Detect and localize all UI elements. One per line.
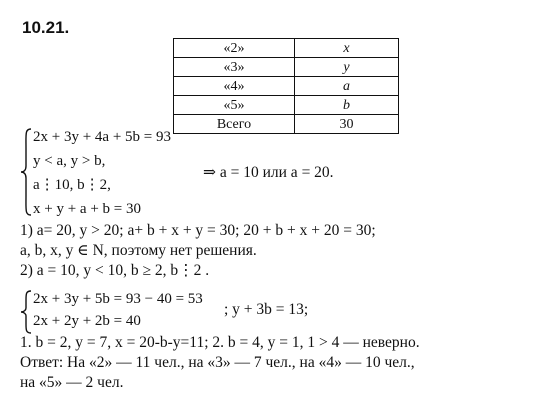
count-cell: 30 — [295, 115, 399, 134]
case1-line-1: 1) a= 20, y > 20; a+ b + x + y = 30; 20 + b + x + 20 = 30; — [20, 222, 376, 239]
case1-line-2: a, b, x, y ∈ N, поэтому нет решения. — [20, 242, 257, 259]
grade-cell: «5» — [174, 96, 295, 115]
table-row — [174, 96, 399, 115]
system-brace — [20, 128, 32, 216]
system1-conclusion: ⇒ a = 10 или a = 20. — [203, 164, 334, 181]
table-row — [174, 58, 399, 77]
subcases-line: 1. b = 2, y = 7, x = 20-b-y=11; 2. b = 4, y = 1, 1 > 4 — неверно. — [20, 334, 420, 351]
case2-line-1: 2) a = 10, y < 10, b ≥ 2, b⋮2 . — [20, 262, 210, 279]
system1-line-2: y < a, y > b, — [33, 153, 106, 169]
grade-cell: «4» — [174, 77, 295, 96]
answer-line-1: Ответ: На «2» — 11 чел., на «3» — 7 чел., на «4» — 10 чел., — [20, 354, 415, 371]
count-cell: a — [295, 77, 399, 96]
grade-cell: «3» — [174, 58, 295, 77]
table-row — [174, 77, 399, 96]
system2-brace — [20, 290, 32, 334]
answer-line-2: на «5» — 2 чел. — [20, 374, 124, 391]
count-cell: y — [295, 58, 399, 77]
count-cell: b — [295, 96, 399, 115]
system1-line-1: 2x + 3y + 4a + 5b = 93 — [33, 129, 171, 145]
grade-cell: «2» — [174, 39, 295, 58]
table-row — [174, 115, 399, 134]
system2-line-2: 2x + 2y + 2b = 40 — [33, 313, 141, 329]
count-cell: x — [295, 39, 399, 58]
problem-number: 10.21. — [22, 18, 70, 37]
grade-cell: Всего — [174, 115, 295, 134]
table-row — [174, 39, 399, 58]
system2-conclusion: ; y + 3b = 13; — [224, 301, 309, 318]
system2-line-1: 2x + 3y + 5b = 93 − 40 = 53 — [33, 291, 203, 307]
system1-line-4: x + y + a + b = 30 — [33, 201, 141, 217]
grades-table — [173, 38, 399, 134]
system1-line-3: a⋮10, b⋮2, — [33, 177, 111, 193]
